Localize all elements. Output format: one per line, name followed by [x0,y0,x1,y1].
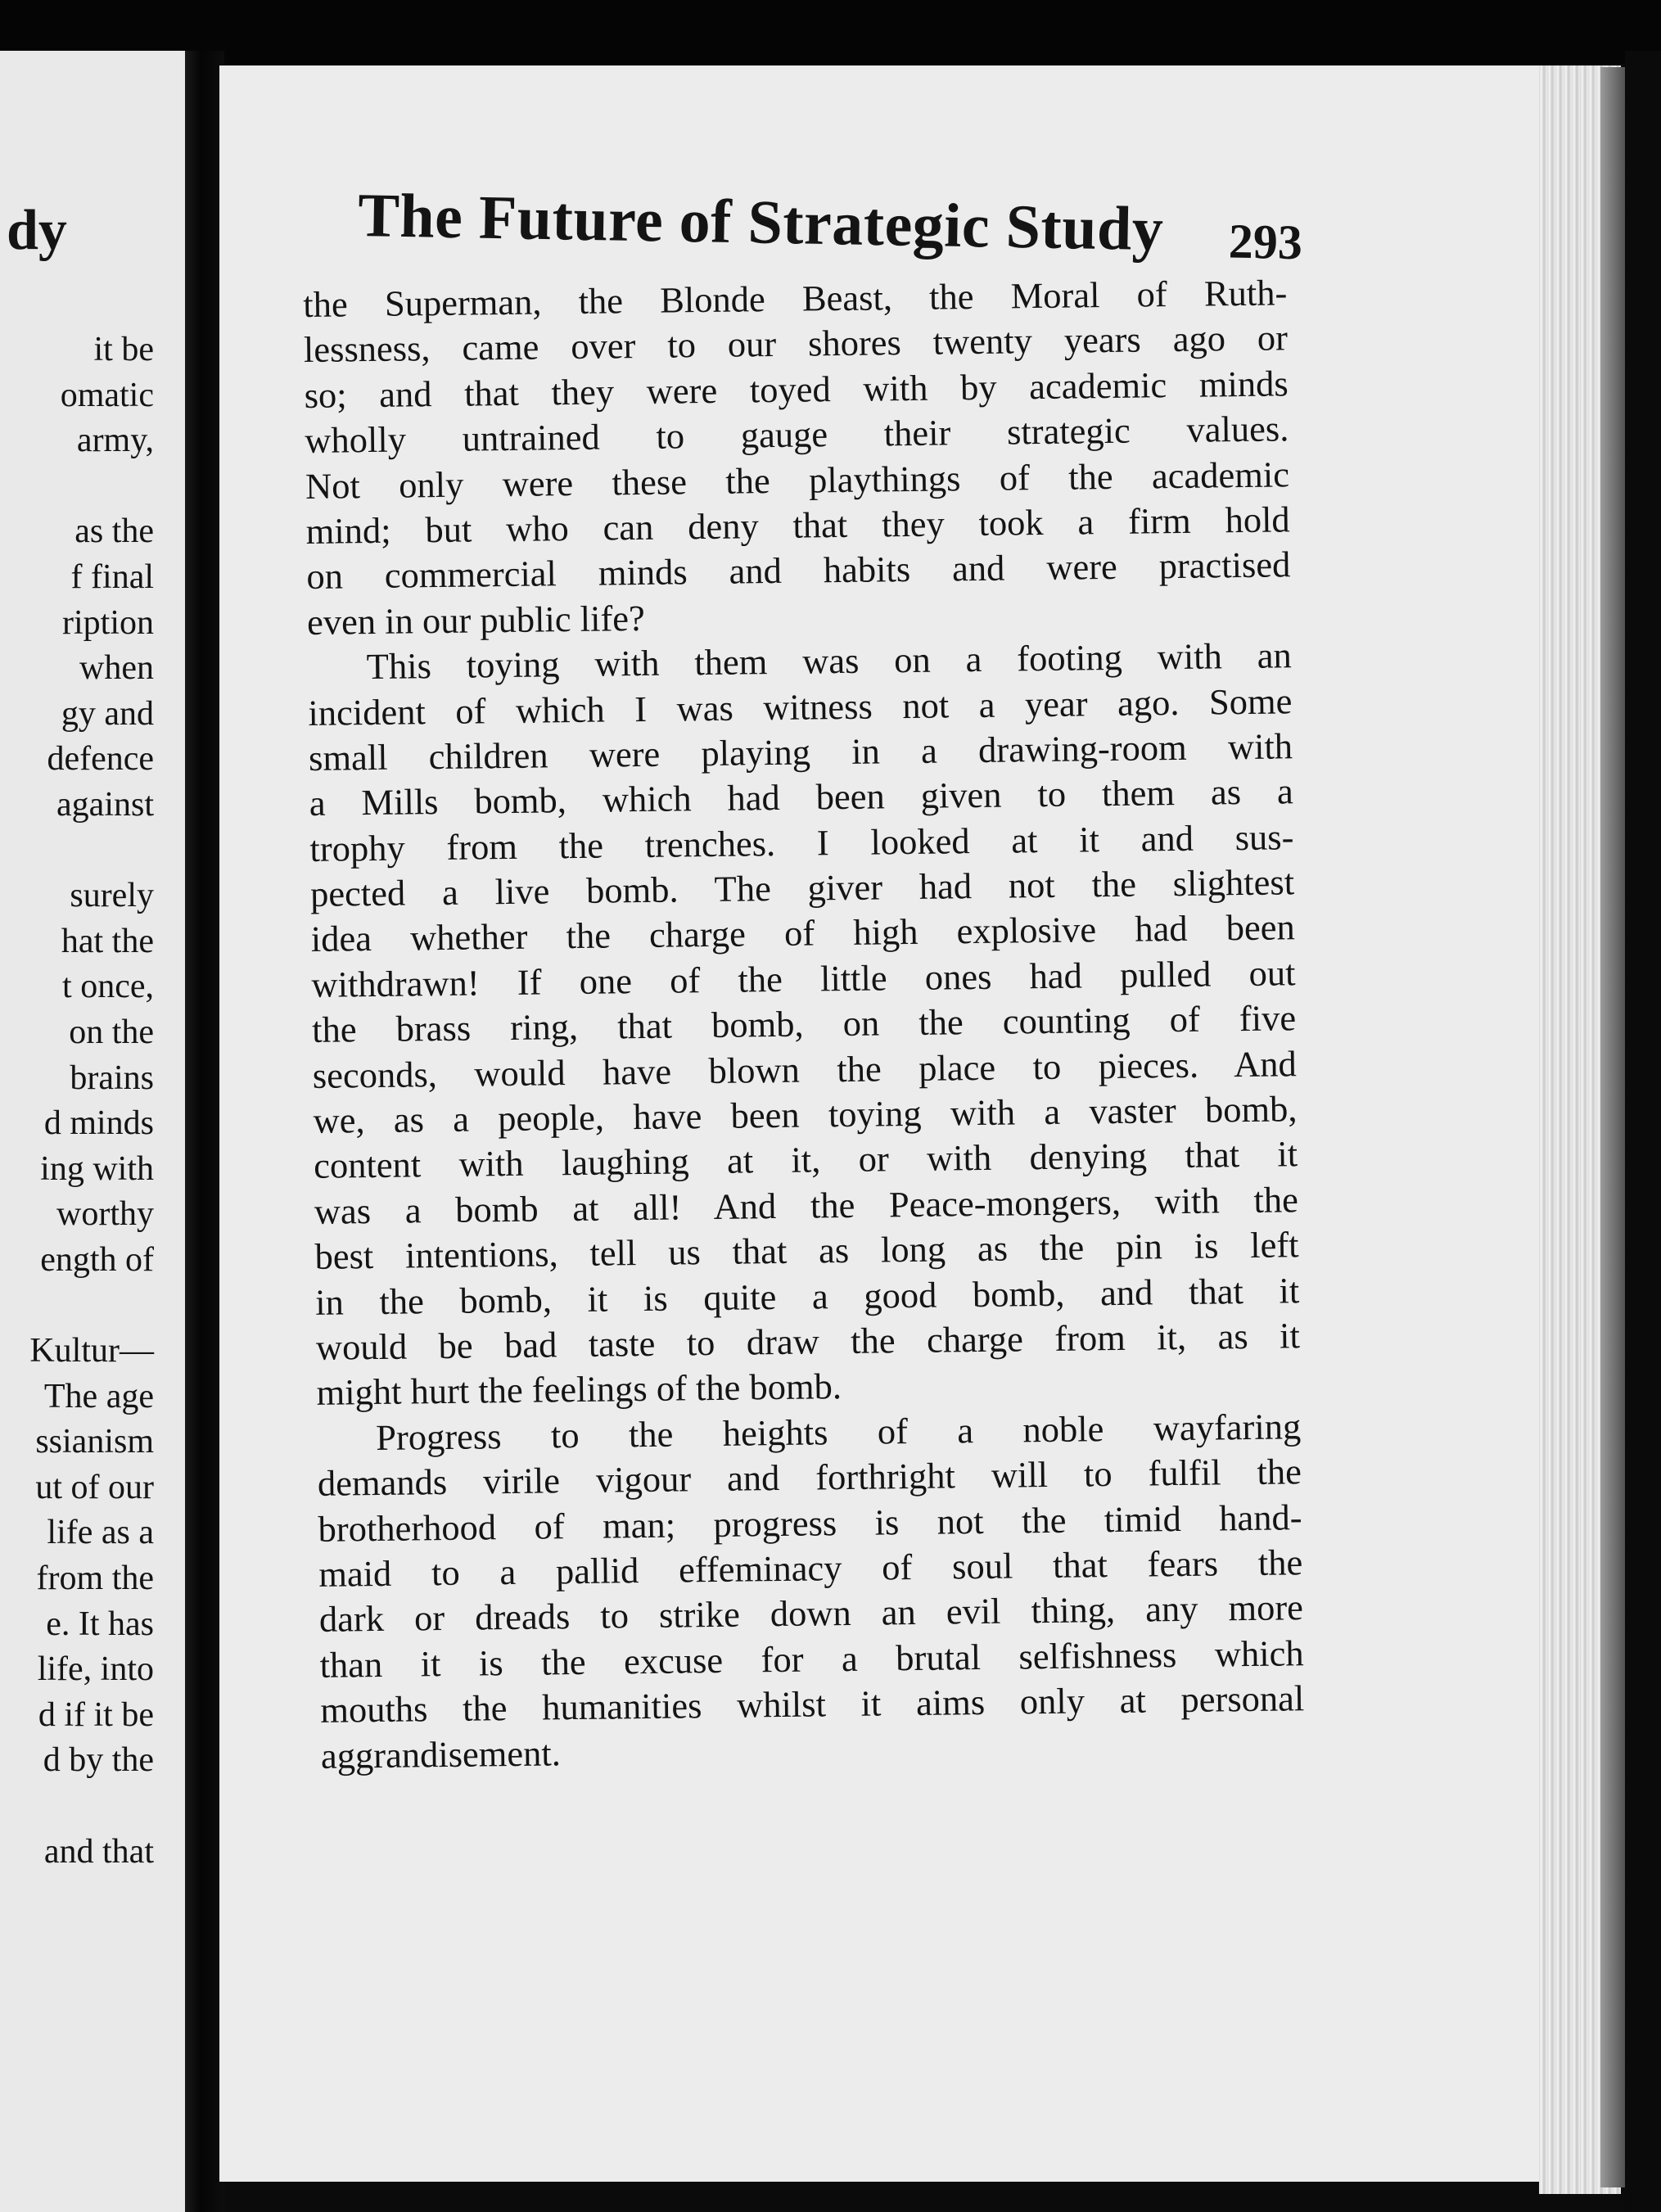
text-line: a Mills bomb, which had been given to them as a [309,770,1293,824]
facing-page-line: worthy [56,1195,154,1234]
facing-page-line: it be [93,331,154,368]
facing-page-line: life as a [47,1514,154,1552]
facing-page-line: d minds [43,1104,154,1143]
facing-page-line: and that [43,1832,154,1871]
facing-page-running-head: dy [7,199,67,262]
text-line: Not only were these the playthings of the academic [305,453,1290,507]
text-line: This toying with them was on a footing with an [366,634,1292,688]
text-line: demands virile vigour and forthright will to fulfil the [317,1451,1302,1505]
facing-page-line: ut of our [35,1468,154,1506]
facing-page-text [0,327,185,1875]
text-line: maid to a pallid effeminacy of soul that fears the [318,1542,1303,1595]
paragraph [307,633,1300,1415]
facing-page-line: ing with [40,1149,154,1188]
facing-page-line: defence [47,740,154,779]
facing-page-line: when [79,649,154,688]
text-line: than it is the excuse for a brutal selfishness which [319,1632,1304,1686]
text-line: pected a live bomb. The giver had not the slightest [309,861,1295,915]
text-line: best intentions, tell us that as long as the pin is left [314,1224,1299,1278]
facing-page-line: Kultur— [29,1332,154,1370]
facing-page-line: surely [70,877,154,915]
facing-page-line: army, [76,422,154,460]
facing-page-line: as the [74,512,154,551]
facing-page-gap [0,464,185,510]
text-line: so; and that they were toyed with by academic minds [304,363,1289,416]
text-line: in the bomb, it is quite a good bomb, and that it [314,1269,1300,1323]
paragraph [317,1404,1305,1779]
facing-page-line: ength of [40,1240,154,1279]
scan-border-right [1625,51,1661,2212]
facing-page-line: The age [43,1377,154,1415]
facing-page-gap [0,828,185,874]
text-line: might hurt the feelings of the bomb. [316,1366,842,1414]
text-line: the brass ring, that bomb, on the counting of five [311,997,1297,1051]
text-line: we, as a people, have been toying with a vaster bomb, [313,1088,1298,1141]
text-line: was a bomb at all! And the Peace-mongers, with the [314,1179,1299,1232]
facing-page-line: from the [36,1560,154,1598]
facing-page-line: t once, [62,968,154,1006]
facing-page-line: d if it be [38,1695,154,1734]
text-line: content with laughing at it, or with denying that it [313,1133,1298,1187]
book-gutter [185,51,224,2212]
text-line: lessness, came over to our shores twenty years ago or [303,317,1289,371]
page-number: 293 [1228,214,1303,270]
facing-page-line: omatic [60,376,154,414]
facing-page-line: e. It has [46,1605,154,1643]
text-line: on commercial minds and habits and were practised [306,544,1291,598]
text-line: brotherhood of man; progress is not the timid hand- [318,1496,1302,1550]
paragraph [303,270,1291,645]
facing-page-line: gy and [61,694,154,733]
text-line: trophy from the trenches. I looked at it and sus- [309,815,1294,869]
text-line: small children were playing in a drawing-room with [308,725,1293,779]
facing-page-line: hat the [61,922,154,960]
text-line: mind; but who can deny that they took a firm hold [305,499,1290,552]
facing-page-line: brains [70,1059,154,1097]
text-line: would be bad taste to draw the charge from it, as it [315,1315,1301,1368]
body-text [303,270,1305,1778]
text-line: Progress to the heights of a noble wayfaring [375,1405,1302,1458]
text-line: mouths the humanities whilst it aims only at personal [320,1677,1305,1731]
text-line: wholly untrained to gauge their strategic values. [305,408,1289,462]
facing-page-line: on the [69,1013,154,1051]
text-line: the Superman, the Blonde Beast, the Moral of Ruth- [303,272,1288,325]
scan-border-top [0,0,1661,64]
text-line: aggrandisement. [320,1731,562,1776]
facing-page-line: against [56,785,154,824]
facing-page-fragment [0,51,185,2212]
facing-page-line: ssianism [35,1423,154,1461]
facing-page-gap [0,1283,185,1329]
text-line: even in our public life? [306,597,646,643]
facing-page-line: ription [62,603,154,642]
text-line: dark or dreads to strike down an evil thing, any more [318,1587,1304,1641]
text-line: seconds, would have blown the place to pieces. And [312,1042,1298,1096]
facing-page-line: life, into [37,1650,154,1689]
facing-page-gap [0,1784,185,1830]
running-head: The Future of Strategic Study [357,180,1165,264]
text-line: withdrawn! If one of the little ones had pulled out [311,952,1296,1005]
facing-page-line: d by the [43,1741,154,1780]
facing-page-line: f final [70,558,154,596]
text-line: idea whether the charge of high explosive had been [310,906,1296,960]
text-line: incident of which I was witness not a year ago. Some [308,679,1293,734]
